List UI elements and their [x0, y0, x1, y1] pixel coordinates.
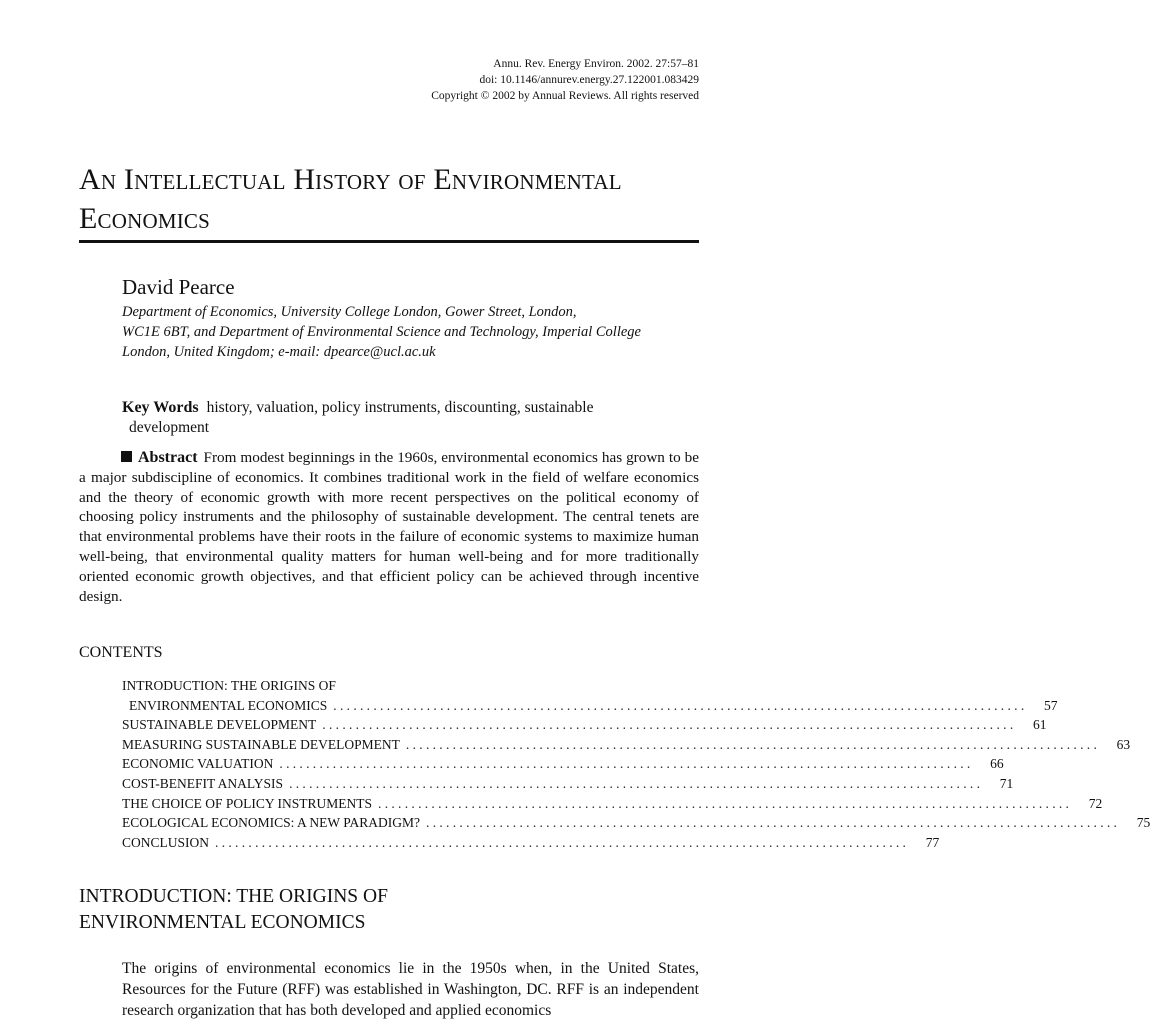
section-heading: [79, 884, 679, 936]
toc-entry[interactable]: [122, 735, 1131, 755]
journal-citation: Annu. Rev. Energy Environ. 2002. 27:57–81: [493, 58, 699, 70]
title-line-2: Economics: [79, 202, 210, 235]
toc-leader-dots: ........................................................................................................: [405, 736, 1101, 752]
toc-entry[interactable]: [122, 754, 1004, 774]
toc-page-number: 61: [1033, 717, 1047, 733]
doi-line: doi: 10.1146/annurev.energy.27.122001.083429: [479, 74, 699, 86]
toc-entry-label: COST-BENEFIT ANALYSIS: [122, 775, 284, 791]
table-of-contents: [122, 676, 1150, 852]
toc-leader-dots: ........................................................................................................: [322, 717, 1017, 733]
toc-entry-label: MEASURING SUSTAINABLE DEVELOPMENT: [122, 736, 400, 752]
affiliation-line-2: WC1E 6BT, and Department of Environmental Science and Technology, Imperial College: [122, 324, 641, 340]
abstract-text: From modest beginnings in the 1960s, environmental economics has grown to be a major subdiscipline of economics. It combines traditional work in the field of welfare economics and the theory of economic growth with more recent perspectives on the political economy of choosing policy instruments and the philosophy of sustainable development. The central tenets are that environmental problems have their roots in the failure of economic systems to maximize human well-being, that environmental quality matters for human well-being and for more traditionally oriented economic growth objectives, and that efficient policy can be achieved through incentive design.: [79, 449, 699, 605]
toc-leader-dots: ........................................................................................................: [215, 834, 910, 850]
copyright-line: Copyright © 2002 by Annual Reviews. All rights reserved: [431, 90, 699, 102]
body-paragraph: The origins of environmental economics lie in the 1950s when, in the United States, Resources for the Future (RFF) was established in Washington, DC. RFF is an independent research organization that has both developed and applied economics: [122, 960, 699, 1019]
toc-page-number: 63: [1116, 736, 1131, 752]
toc-entry-label: ECONOMIC VALUATION: [122, 756, 274, 772]
toc-entry-label: ENVIRONMENTAL ECONOMICS: [129, 697, 328, 713]
keywords-label: Key Words: [122, 399, 199, 416]
toc-page-number: 71: [999, 775, 1014, 791]
abstract-label: Abstract: [138, 449, 198, 466]
toc-entry-label: THE CHOICE OF POLICY INSTRUMENTS: [122, 795, 373, 811]
toc-entry[interactable]: [122, 813, 1150, 833]
toc-leader-dots: ........................................................................................................: [426, 815, 1121, 831]
keywords-line-2: development: [129, 419, 210, 436]
toc-leader-dots: ........................................................................................................: [333, 697, 1028, 713]
toc-entry[interactable]: [122, 794, 1103, 814]
toc-page-number: 72: [1088, 795, 1103, 811]
toc-page-number: 75: [1136, 815, 1150, 831]
abstract-heading: [121, 449, 204, 466]
article-title: [79, 160, 709, 238]
affiliation-line-1: Department of Economics, University College London, Gower Street, London,: [122, 304, 577, 320]
toc-entry-label: SUSTAINABLE DEVELOPMENT: [122, 717, 317, 733]
toc-entry-label: CONCLUSION: [122, 834, 210, 850]
section-heading-line-2: ENVIRONMENTAL ECONOMICS: [79, 912, 366, 933]
toc-entry-line: [122, 676, 699, 696]
toc-page-number: 66: [990, 756, 1004, 772]
title-divider: [79, 240, 699, 243]
keywords-block: [122, 398, 682, 438]
affiliation-line-3: London, United Kingdom; e-mail: dpearce@ucl.ac.uk: [122, 344, 436, 360]
contents-heading: CONTENTS: [79, 644, 163, 661]
toc-leader-dots: ........................................................................................................: [289, 775, 984, 791]
square-bullet-icon: [121, 451, 132, 462]
toc-entry-label: INTRODUCTION: THE ORIGINS OF: [122, 678, 336, 693]
toc-page-number: 77: [925, 834, 940, 850]
toc-entry[interactable]: [122, 696, 1058, 716]
author-affiliation: [122, 302, 712, 362]
title-line-1: An Intellectual History of Environmental: [79, 163, 622, 196]
toc-entry[interactable]: [122, 774, 1014, 794]
section-heading-line-1: INTRODUCTION: THE ORIGINS OF: [79, 886, 388, 907]
journal-header: [431, 56, 699, 104]
toc-entry-label: ECOLOGICAL ECONOMICS: A NEW PARADIGM?: [122, 815, 421, 831]
toc-entry[interactable]: [122, 715, 1047, 735]
abstract-block: [79, 448, 699, 606]
toc-page-number: 57: [1044, 697, 1058, 713]
toc-leader-dots: ........................................................................................................: [279, 756, 974, 772]
author-name: David Pearce: [122, 275, 235, 299]
keywords-line-1: history, valuation, policy instruments, discounting, sustainable: [206, 399, 594, 416]
toc-leader-dots: ........................................................................................................: [378, 795, 1073, 811]
toc-entry[interactable]: [122, 833, 940, 853]
